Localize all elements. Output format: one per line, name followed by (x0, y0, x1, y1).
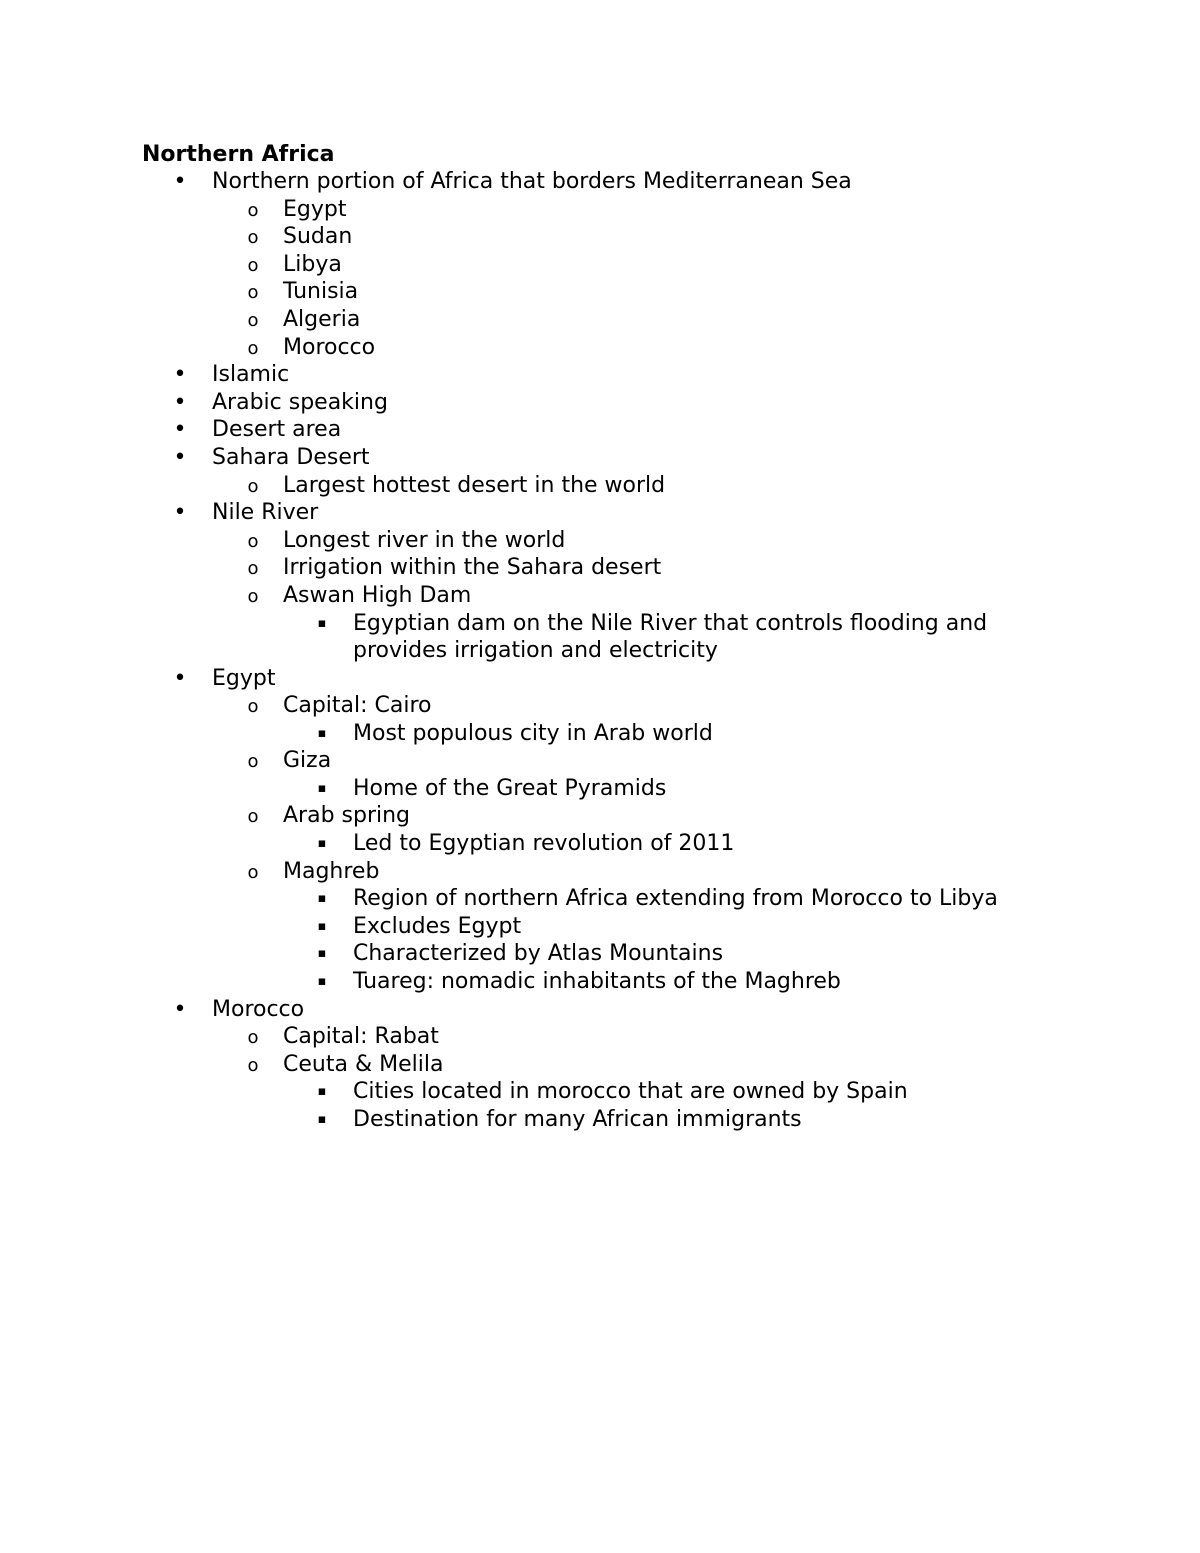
bullet-level3-icon: ▪ (317, 725, 327, 741)
list-item-text: Sudan (283, 224, 353, 250)
list-item-text: Arab spring (283, 803, 411, 829)
bullet-level3-icon: ▪ (317, 1084, 327, 1100)
list-item-text: Characterized by Atlas Mountains (353, 941, 724, 967)
list-item-text: Northern portion of Africa that borders Mediterranean Sea (212, 169, 852, 194)
bullet-level3-icon: ▪ (317, 974, 327, 990)
bullet-level2-icon: o (247, 254, 259, 276)
list-item-text: Giza (283, 748, 332, 774)
bullet-level3-icon: ▪ (317, 780, 327, 796)
list-item-text: Algeria (283, 306, 361, 332)
bullet-level1-icon: • (173, 389, 187, 415)
list-item-text: Desert area (212, 417, 342, 443)
list-item-text: Sahara Desert (212, 444, 370, 470)
bullet-level3-icon: ▪ (317, 891, 327, 907)
bullet-level3-icon: ▪ (317, 836, 327, 852)
list-item-text: Home of the Great Pyramids (353, 775, 667, 801)
bullet-level2-icon: o (247, 199, 259, 221)
bullet-level1-icon: • (173, 169, 187, 194)
list-item-text: Destination for many African immigrants (353, 1107, 802, 1132)
list-item-text: Region of northern Africa extending from Morocco to Libya (353, 886, 998, 912)
bullet-level2-icon: o (247, 227, 259, 249)
bullet-level2-icon: o (247, 309, 259, 331)
list-item-text: Largest hottest desert in the world (283, 472, 666, 498)
list-item-text: Egyptian dam on the Nile River that controls flooding and provides irrigation and electricity (353, 610, 988, 664)
list-item-text: Arabic speaking (212, 389, 388, 415)
list-item-text: Egypt (212, 665, 276, 691)
list-item-text: Capital: Cairo (283, 693, 432, 719)
bullet-level1-icon: • (173, 500, 187, 526)
list-item-text: Led to Egyptian revolution of 2011 (353, 831, 735, 857)
bullet-level3-icon: ▪ (317, 918, 327, 934)
list-item-text: Longest river in the world (283, 527, 566, 553)
list-item-text: Tunisia (283, 279, 359, 305)
bullet-level1-icon: • (173, 665, 187, 691)
bullet-level3-icon: ▪ (317, 615, 327, 631)
bullet-level2-icon: o (247, 696, 259, 718)
bullet-level2-icon: o (247, 337, 259, 359)
bullet-level1-icon: • (173, 417, 187, 443)
document-title: Northern Africa (142, 142, 335, 167)
bullet-level2-icon: o (247, 585, 259, 607)
list-item-text: Tuareg: nomadic inhabitants of the Maghreb (353, 969, 841, 995)
list-item-text: Islamic (212, 362, 290, 388)
list-item-text: Capital: Rabat (283, 1024, 439, 1050)
bullet-level2-icon: o (247, 751, 259, 773)
list-item-text: Excludes Egypt (353, 913, 522, 939)
list-item-text: Nile River (212, 500, 319, 526)
bullet-level2-icon: o (247, 1054, 259, 1076)
bullet-level2-icon: o (247, 1027, 259, 1049)
list-item-text: Cities located in morocco that are owned by Spain (353, 1079, 908, 1105)
bullet-level3-icon: ▪ (317, 946, 327, 962)
bullet-level1-icon: • (173, 362, 187, 388)
bullet-level1-icon: • (173, 444, 187, 470)
list-item-text: Egypt (283, 196, 347, 222)
list-item-text: Aswan High Dam (283, 582, 472, 608)
bullet-level2-icon: o (247, 861, 259, 883)
list-item-text: Ceuta & Melila (283, 1051, 444, 1077)
bullet-level1-icon: • (173, 996, 187, 1022)
bullet-level3-icon: ▪ (317, 1112, 327, 1127)
list-item-text: Irrigation within the Sahara desert (283, 555, 662, 581)
list-item-text: Morocco (283, 334, 376, 360)
list-item-text: Maghreb (283, 858, 380, 884)
bullet-level2-icon: o (247, 530, 259, 552)
bullet-level2-icon: o (247, 475, 259, 497)
list-item-text: Libya (283, 251, 342, 277)
list-item-text: Most populous city in Arab world (353, 720, 713, 746)
list-item-text: Morocco (212, 996, 305, 1022)
bullet-level2-icon: o (247, 282, 259, 304)
bullet-level2-icon: o (247, 806, 259, 828)
bullet-level2-icon: o (247, 558, 259, 580)
